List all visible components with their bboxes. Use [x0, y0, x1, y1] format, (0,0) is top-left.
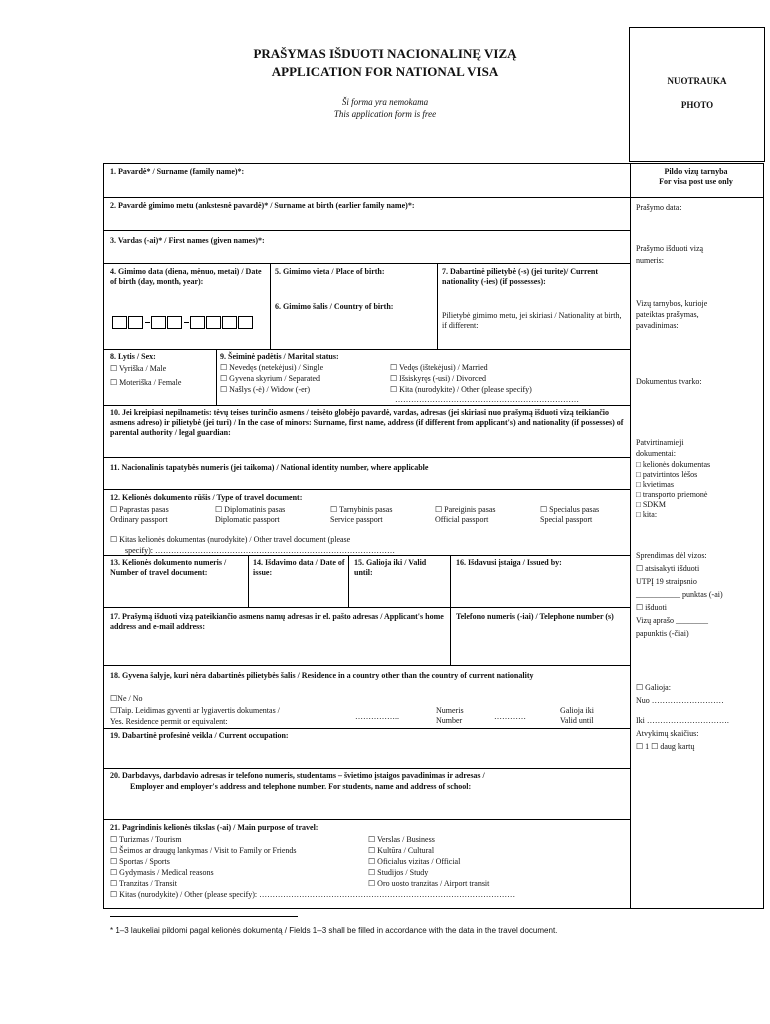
residence-number-dots[interactable]: ………… [494, 712, 526, 721]
field-occupation[interactable]: 19. Dabartinė profesinė veikla / Current occupation: [110, 731, 289, 740]
side-visa-post-3: pavadinimas: [636, 321, 679, 330]
footnote-text: 1–3 laukeliai pildomi pagal kelionės dokumentą / Fields 1–3 shall be filled in accordance with the data in the travel document. [115, 926, 558, 935]
side-decision-points[interactable]: ___________ punktas (-ai) [636, 590, 723, 599]
side-application-number [636, 244, 703, 266]
purpose-study-checkbox[interactable]: ☐ Studijos / Study [368, 868, 429, 877]
free-note-lt: Ši forma yra nemokama [341, 97, 429, 107]
field-home-address[interactable]: 17. Prašymą išduoti vizą pateikiančio asmens namų adresas ir el. pašto adresas / Applicant's home address and e-mail address: [110, 612, 444, 631]
doc-official-checkbox[interactable] [435, 505, 496, 525]
field-minor-guardian[interactable]: 10. Jei kreipiasi nepilnametis: tėvų teises turinčio asmens / teisėto globėjo pavardė, vardas, adresas (jei skiriasi nuo prašymą išduoti vizą teikiančio asmens adreso) ir pilietybė (jei turi) / In the case of minors: Surname, first name, address (if different from applicant's) and nationality (if possesses) of parental authority / legal guardian: [110, 408, 624, 437]
side-valid-checkbox[interactable]: ☐ Galioja: [636, 683, 671, 692]
doc-special-label-en: Special passport [540, 515, 593, 524]
doc-service-checkbox[interactable] [330, 505, 392, 525]
doc-other-specify[interactable]: specify): ……………………………………………………………………………… [125, 546, 395, 555]
field-purpose-of-travel: 21. Pagrindinis kelionės tikslas (-ai) / Main purpose of travel: [110, 823, 319, 832]
marital-divorced-checkbox[interactable]: ☐ Išsiskyręs (-usi) / Divorced [390, 374, 487, 383]
purpose-right-column [368, 835, 489, 889]
side-valid-from[interactable]: Nuo ……………………… [636, 696, 724, 705]
side-docs-item[interactable]: □ patvirtintos lėšos [636, 470, 698, 479]
side-valid-until[interactable]: Iki …………………………. [636, 716, 729, 725]
field-first-names[interactable]: 3. Vardas (-ai)* / First names (given names)*: [110, 236, 265, 245]
field-date-of-issue[interactable]: 14. Išdavimo data / Date of issue: [253, 558, 345, 577]
field-date-of-birth[interactable]: 4. Gimimo data (diena, mėnuo, metai) / Date of birth (day, month, year): [110, 267, 262, 286]
footnote-asterisk: * [110, 926, 116, 935]
side-handled-by: Dokumentus tvarko: [636, 377, 702, 386]
side-application-number-1: Prašymo išduoti vizą [636, 244, 704, 253]
field-surname-at-birth[interactable]: 2. Pavardė gimimo metu (ankstesnė pavardė)* / Surname at birth (earlier family name)*: [110, 201, 415, 210]
field-issued-by[interactable]: 16. Išdavusi įstaiga / Issued by: [456, 558, 562, 567]
official-use-heading-en: For visa post use only [659, 177, 733, 186]
purpose-left-column [110, 835, 297, 889]
field-marital-status: 9. Šeiminė padėtis / Marital status: [220, 352, 339, 361]
free-note-en: This application form is free [333, 109, 437, 119]
side-docs-1: Patvirtinamieji [636, 438, 684, 447]
side-docs-item[interactable]: □ transporto priemonė [636, 490, 708, 499]
purpose-tourism-checkbox[interactable]: ☐ Turizmas / Tourism [110, 835, 182, 844]
official-use-column [629, 163, 764, 909]
field-valid-until[interactable]: 15. Galioja iki / Valid until: [354, 558, 427, 577]
residence-number-en: Number [436, 716, 463, 725]
field-employer[interactable]: 20. Darbdavys, darbdavio adresas ir telefono numeris, studentams – švietimo įstaigos pavadinimas ir adresas / [110, 771, 485, 780]
footnote [110, 926, 750, 936]
official-use-heading-lt: Pildo vizų tarnyba [664, 167, 728, 176]
side-visa-post [636, 299, 707, 331]
side-entries-options[interactable]: ☐ 1 ☐ daug kartų [636, 742, 695, 751]
side-decision-issue-checkbox[interactable]: ☐ išduoti [636, 603, 667, 612]
doc-ordinary-checkbox[interactable] [110, 505, 169, 525]
field-country-of-birth[interactable]: 6. Gimimo šalis / Country of birth: [275, 302, 394, 311]
form-title-lt: PRAŠYMAS IŠDUOTI NACIONALINĘ VIZĄ [253, 46, 517, 61]
form-title-en: APPLICATION FOR NATIONAL VISA [271, 64, 499, 79]
doc-ordinary-label-en: Ordinary passport [110, 515, 168, 524]
field-current-nationality[interactable]: 7. Dabartinė pilietybė (-s) (jei turite)/ Current nationality (-ies) (if possesses): [442, 267, 599, 286]
marital-married-checkbox[interactable]: ☐ Vedęs (ištekėjusi) / Married [390, 363, 488, 372]
doc-diplomatic-checkbox[interactable] [215, 505, 285, 525]
field-surname[interactable]: 1. Pavardė* / Surname (family name)*: [110, 167, 245, 176]
residence-yes-label-en: Yes. Residence permit or equivalent: [110, 717, 228, 726]
side-docs-item[interactable]: □ kvietimas [636, 480, 674, 489]
side-decision-description[interactable]: Vizų aprašo ________ [636, 616, 708, 625]
field-telephone[interactable]: Telefono numeris (-iai) / Telephone number (s) [456, 612, 614, 621]
purpose-transit-checkbox[interactable]: ☐ Tranzitas / Transit [110, 879, 177, 888]
side-decision-label: Sprendimas dėl vizos: [636, 551, 707, 560]
doc-diplomatic-label: ☐ Diplomatinis pasas [215, 505, 286, 514]
residence-no-checkbox[interactable]: ☐Ne / No [110, 694, 143, 703]
doc-special-label: ☐ Specialus pasas [540, 505, 600, 514]
side-application-number-2: numeris: [636, 256, 664, 265]
purpose-medical-checkbox[interactable]: ☐ Gydymasis / Medical reasons [110, 868, 214, 877]
field-residence-other-country: 18. Gyvena šalyje, kuri nėra dabartinės pilietybės šalis / Residence in a country other than the country of current nationality [110, 671, 534, 680]
side-visa-decision [636, 551, 723, 639]
side-validity [636, 683, 729, 752]
side-application-date: Prašymo data: [636, 203, 682, 212]
marital-single-checkbox[interactable]: ☐ Nevedęs (netekėjusi) / Single [220, 363, 324, 372]
side-supporting-docs [636, 438, 710, 520]
photo-label-lt: NUOTRAUKA [667, 76, 727, 86]
residence-valid-label [560, 706, 594, 726]
doc-service-label: ☐ Tarnybinis pasas [330, 505, 393, 514]
field-travel-doc-number[interactable]: 13. Kelionės dokumento numeris / Number of travel document: [110, 558, 227, 577]
side-decision-refuse-checkbox[interactable]: ☐ atsisakyti išduoti [636, 564, 700, 573]
residence-permit-dots[interactable]: …………….. [355, 712, 399, 721]
field-sex: 8. Lytis / Sex: [110, 352, 156, 361]
field-travel-document-type: 12. Kelionės dokumento rūšis / Type of travel document: [110, 493, 303, 502]
photo-label-en: PHOTO [680, 100, 714, 110]
doc-special-checkbox[interactable] [540, 505, 599, 525]
doc-official-label-en: Official passport [435, 515, 489, 524]
photo-box[interactable] [629, 27, 765, 162]
purpose-cultural-checkbox[interactable]: ☐ Kultūra / Cultural [368, 846, 435, 855]
marital-other-checkbox[interactable]: ☐ Kita (nurodykite) / Other (please specify) [390, 385, 532, 394]
purpose-sports-checkbox[interactable]: ☐ Sportas / Sports [110, 857, 170, 866]
side-docs-item[interactable]: □ SDKM [636, 500, 666, 509]
marital-widow-checkbox[interactable]: ☐ Našlys (-ė) / Widow (-er) [220, 385, 311, 394]
side-visa-post-1: Vizų tarnybos, kurioje [636, 299, 708, 308]
marital-other-dots: …………………………………………………………… [395, 395, 579, 404]
side-decision-subpoints: papunktis (-čiai) [636, 629, 689, 638]
side-visa-post-2: pateiktas prašymas, [636, 310, 699, 319]
residence-number-lt: Numeris [436, 706, 464, 715]
doc-diplomatic-label-en: Diplomatic passport [215, 515, 280, 524]
doc-other-checkbox[interactable]: ☐ Kitas kelionės dokumentas (nurodykite) / Other travel document (please [110, 535, 351, 544]
residence-number-label [436, 706, 464, 726]
sex-female-checkbox[interactable]: ☐ Moteriška / Female [110, 378, 182, 387]
official-use-heading [629, 167, 763, 187]
doc-service-label-en: Service passport [330, 515, 383, 524]
doc-ordinary-label: ☐ Paprastas pasas [110, 505, 169, 514]
doc-official-label: ☐ Pareiginis pasas [435, 505, 496, 514]
field-nationality-at-birth[interactable]: Pilietybė gimimo metu, jei skiriasi / Nationality at birth, if different: [442, 311, 622, 330]
residence-valid-lt: Galioja iki [560, 706, 594, 715]
side-docs-item[interactable]: □ kita: [636, 510, 658, 519]
purpose-family-checkbox[interactable]: ☐ Šeimos ar draugų lankymas / Visit to Family or Friends [110, 846, 297, 855]
marital-separated-checkbox[interactable]: ☐ Gyvena skyrium / Separated [220, 374, 321, 383]
side-entries-label: Atvykimų skaičius: [636, 729, 699, 738]
field-place-of-birth[interactable]: 5. Gimimo vieta / Place of birth: [275, 267, 385, 276]
field-national-id[interactable]: 11. Nacionalinis tapatybės numeris (jei taikoma) / National identity number, where applicable [110, 463, 429, 472]
field-employer-en: Employer and employer's address and telephone number. For students, name and address of school: [130, 782, 472, 791]
purpose-official-checkbox[interactable]: ☐ Oficialus vizitas / Official [368, 857, 461, 866]
purpose-other-checkbox[interactable]: ☐ Kitas (nurodykite) / Other (please specify): …………………………………………………………………………………… [110, 890, 516, 899]
residence-yes-checkbox[interactable]: ☐Taip. Leidimas gyventi ar lygiavertis dokumentas / [110, 706, 280, 715]
side-docs-item[interactable]: □ kelionės dokumentas [636, 460, 711, 469]
dob-boxes[interactable] [112, 313, 254, 331]
residence-valid-en: Valid until [560, 716, 594, 725]
side-decision-article: UTPĮ 19 straipsnio [636, 577, 697, 586]
purpose-business-checkbox[interactable]: ☐ Verslas / Business [368, 835, 435, 844]
purpose-airport-transit-checkbox[interactable]: ☐ Oro uosto tranzitas / Airport transit [368, 879, 490, 888]
side-docs-2: dokumentai: [636, 449, 676, 458]
sex-male-checkbox[interactable]: ☐ Vyriška / Male [110, 364, 167, 373]
